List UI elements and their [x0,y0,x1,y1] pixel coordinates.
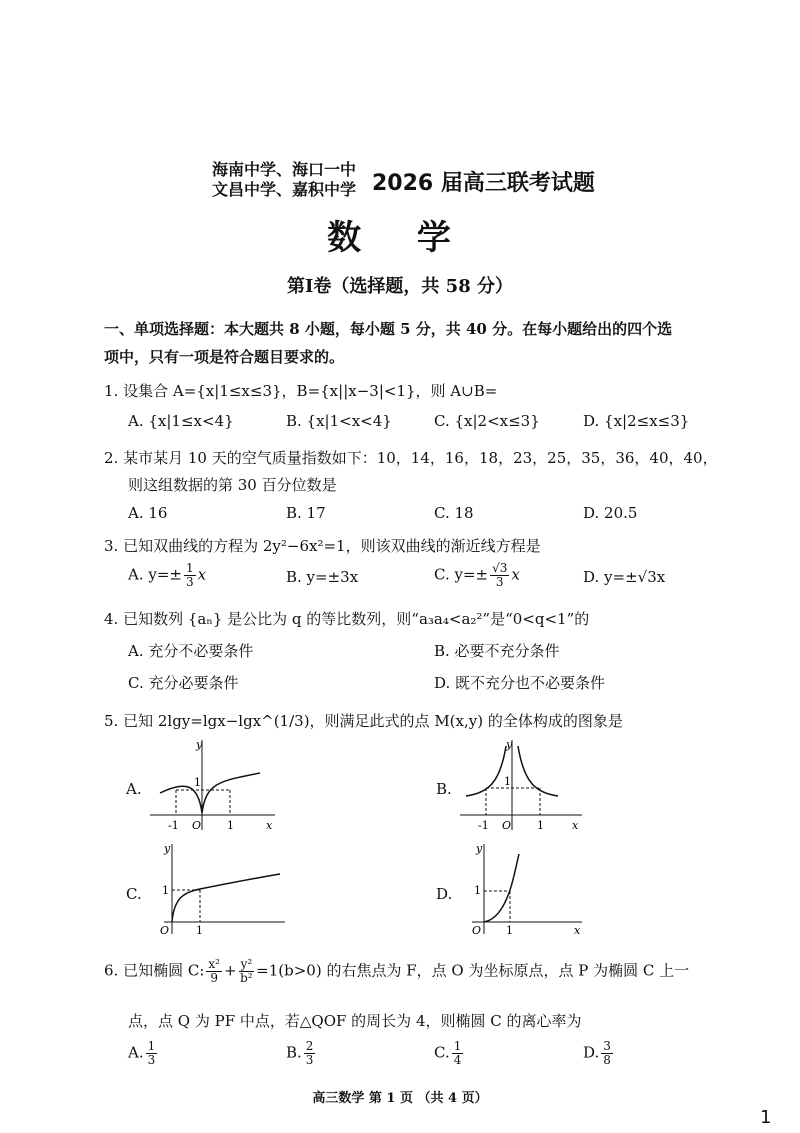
question-2-line-2: 则这组数据的第 30 百分位数是 [128,476,337,494]
question-number: 1. [104,382,119,400]
tick-one-x: 1 [196,924,203,937]
question-stem-b: =1(b>0) 的右焦点为 F，点 O 为坐标原点，点 P 为椭圆 C 上一 [256,961,690,980]
q3-option-a[interactable]: A. y=± $\frac{1}{3}$ x [128,561,207,589]
q5-graph-b[interactable] [460,738,590,833]
question-6: 6. 已知椭圆 C: $\frac{\text{x²}}{9}$ + $\frac{\text{y²}}{\text{b²}}$ =1(b>0) 的右焦点为 F，点 O 为坐标原点，点 P 为椭圆 C 上一 [104,957,690,985]
question-stem: 某市某月 10 天的空气质量指数如下：10，14，16，18，23，25，35，36，40，40， [123,449,718,467]
question-number: 5. [104,712,119,730]
q5-graph-d[interactable] [460,842,590,937]
question-number: 2. [104,449,119,467]
fraction: $\frac{1}{3}$ [185,561,194,589]
section-instructions: 一、单项选择题：本大题共 8 小题，每小题 5 分，共 40 分。在每小题给出的四个选项中，只有一项是符合题目要求的。 [104,320,673,366]
origin-label: O [502,819,512,832]
tick-one: 1 [162,884,169,897]
q4-option-a[interactable]: A. 充分不必要条件 [128,642,254,660]
q5-graph-c[interactable] [150,842,290,937]
option-label: C. [434,1043,450,1062]
q3-option-c[interactable]: C. y=± $\frac{√3}{3}$ x [434,561,520,589]
q4-option-b[interactable]: B. 必要不充分条件 [434,642,560,660]
tick-neg-one: -1 [478,819,489,832]
question-3 [104,535,541,556]
question-stem: 已知双曲线的方程为 2y²−6x²=1，则该双曲线的渐近线方程是 [123,537,541,555]
q2-option-a[interactable]: A. 16 [128,504,168,522]
x-axis-label: x [574,924,581,937]
q2-option-b[interactable]: B. 17 [286,504,326,522]
option-label: A. [128,1043,144,1062]
question-number: 4. [104,610,119,628]
q5-option-a[interactable]: A. [126,780,142,798]
fraction: $\frac{1}{4}$ [453,1039,462,1067]
question-4 [104,608,589,629]
tick-one-x: 1 [537,819,544,832]
q5-option-c[interactable]: C. [126,885,142,903]
question-1 [104,380,497,401]
question-stem: 已知数列 {aₙ} 是公比为 q 的等比数列，则“a₃a₄<a₂²”是“0<q<1”的 [123,610,590,628]
schools-line-1: 海南中学、海口一中 [212,160,357,179]
q2-option-d[interactable]: D. 20.5 [583,504,638,522]
q1-option-c[interactable]: C. {x|2<x≤3} [434,412,540,430]
question-5 [104,710,623,731]
y-axis-label: y [506,738,513,751]
option-label: A. y=± [128,565,182,584]
q6-option-d[interactable] [583,1040,615,1067]
question-number: 6. [104,961,119,980]
question-stem-a: 已知椭圆 C: [123,961,205,980]
q6-option-c[interactable] [434,1040,465,1067]
y-axis-label: y [196,738,203,751]
origin-label: O [192,819,202,832]
page-number: 1 [760,1107,772,1128]
q1-option-a[interactable]: A. {x|1≤x<4} [128,412,234,430]
q6-option-b[interactable] [286,1040,317,1067]
exam-title: 2026 届高三联考试题 [372,171,595,196]
q6-option-a[interactable] [128,1040,159,1067]
option-label: C. y=± [434,565,489,584]
y-axis-label: y [164,842,171,855]
option-label: B. [286,1043,302,1062]
q5-option-d[interactable]: D. [436,885,453,903]
fraction: $\frac{2}{3}$ [305,1039,314,1067]
question-stem: 已知 2lgy=lgx−lgx^(1/3)，则满足此式的点 M(x,y) 的全体构成的图象是 [123,712,623,730]
fraction: $\frac{\text{y²}}{\text{b²}}$ [240,957,253,985]
q5-graph-a[interactable] [150,738,280,833]
tick-one: 1 [474,884,481,897]
q3-option-b[interactable]: B. y=±3x [286,568,359,586]
fraction: $\frac{\text{x²}}{9}$ [208,957,220,985]
part-title: 第Ⅰ卷（选择题，共 58 分） [286,276,513,297]
tick-neg-one: -1 [168,819,179,832]
fraction: $\frac{3}{8}$ [603,1039,611,1067]
question-number: 3. [104,537,119,555]
q3-option-d[interactable]: D. y=±√3x [583,568,666,586]
q2-option-c[interactable]: C. 18 [434,504,474,522]
fraction: $\frac{√3}{3}$ [492,561,508,589]
q1-option-d[interactable]: D. {x|2≤x≤3} [583,412,690,430]
x-axis-label: x [572,819,579,832]
fraction: $\frac{1}{3}$ [147,1039,156,1067]
origin-label: O [160,924,170,937]
page-footer: 高三数学 第 1 页 （共 4 页） [312,1091,488,1106]
question-6-line-2: 点，点 Q 为 PF 中点，若△QOF 的周长为 4，则椭圆 C 的离心率为 [128,1012,582,1030]
q1-option-b[interactable]: B. {x|1<x<4} [286,412,392,430]
tick-one: 1 [194,776,201,789]
school-names [212,160,356,200]
tick-one-x: 1 [506,924,513,937]
option-label: D. [583,1043,600,1062]
tick-one-x: 1 [227,819,234,832]
tick-one: 1 [504,775,511,788]
schools-line-2: 文昌中学、嘉积中学 [212,180,357,199]
x-axis-label: x [266,819,273,832]
y-axis-label: y [476,842,483,855]
q5-option-b[interactable]: B. [436,780,452,798]
origin-label: O [472,924,482,937]
question-2 [104,447,718,468]
q4-option-d[interactable]: D. 既不充分也不必要条件 [434,674,606,692]
question-stem: 设集合 A={x|1≤x≤3}，B={x||x−3|<1}，则 A∪B= [123,382,498,400]
subject-title: 数 学 [327,218,473,258]
q4-option-c[interactable]: C. 充分必要条件 [128,674,239,692]
